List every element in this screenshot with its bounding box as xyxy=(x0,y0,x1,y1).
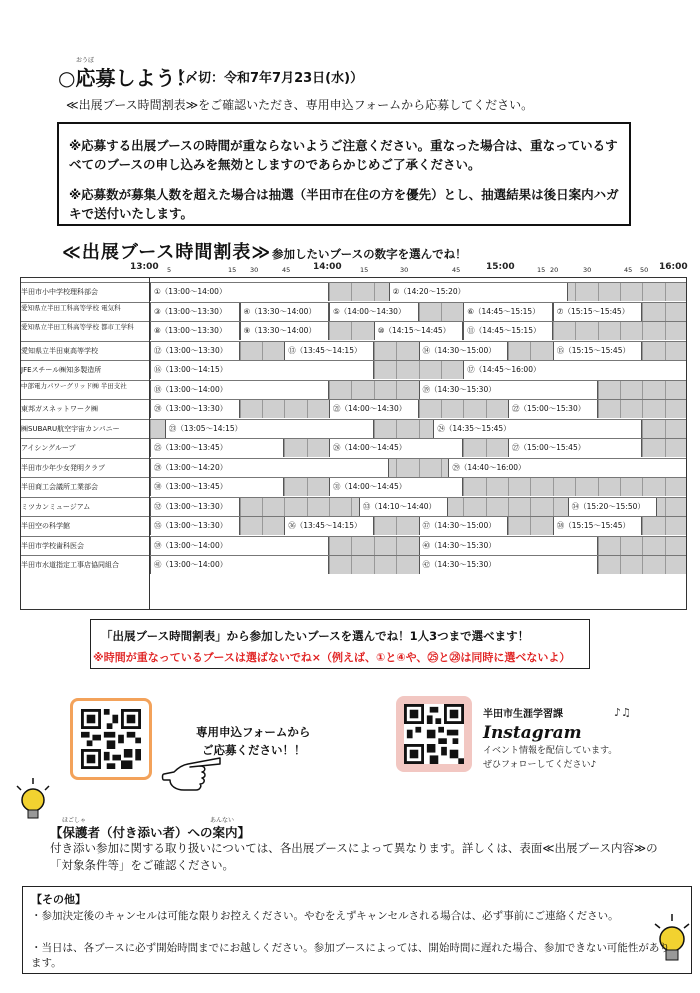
minute-tick: 15 xyxy=(537,266,546,274)
timetable-row xyxy=(20,419,687,438)
booth-slot[interactable]: ㉛（14:00～14:45） xyxy=(329,478,463,496)
timetable-row xyxy=(20,282,687,301)
timetable-row xyxy=(20,516,687,535)
booth-label: 半田市少年少女発明クラブ xyxy=(21,463,105,472)
booth-slot[interactable]: ②（14:20～15:20） xyxy=(389,283,568,301)
minute-tick: 30 xyxy=(400,266,409,274)
timetable-row xyxy=(20,321,687,340)
note-lottery: ※応募数が募集人数を超えた場合は抽選（半田市在住の方を優先）とし、抽選結果は後日案内ハガキで送付いたします。 xyxy=(69,187,619,221)
booth-slot[interactable]: ⑦（15:15～15:45） xyxy=(553,303,643,321)
instagram-org: 半田市生涯学習課 xyxy=(483,709,563,720)
application-qr-code[interactable] xyxy=(70,698,152,780)
timetable-row xyxy=(20,458,687,477)
guardian-ruby: あんない xyxy=(210,817,235,824)
booth-slot[interactable]: ①（13:00～14:00） xyxy=(150,283,329,301)
note-overlap: ※応募する出展ブースの時間が重ならないようご注意ください。重なった場合は、重なっているすべてのブースの申し込みを無効としますのであらかじめご了承ください。 xyxy=(69,138,618,172)
instagram-info xyxy=(483,708,617,772)
booth-slot[interactable]: ⑳（13:00～13:30） xyxy=(150,400,240,418)
booth-label: 半田市小中学校理科部会 xyxy=(21,288,98,296)
booth-label: 愛知県立半田工科高等学校 電気科 xyxy=(21,303,121,312)
booth-slot[interactable]: ㊳（15:15～15:45） xyxy=(553,517,643,535)
timetable-row xyxy=(20,477,687,496)
booth-slot[interactable]: ㉕（13:00～13:45） xyxy=(150,439,284,457)
minute-tick: 45 xyxy=(624,266,633,274)
other-item-cancel: ・参加決定後のキャンセルは可能な限りお控えください。やむをえずキャンセルされる場合は、必ず事前にご連絡ください。 xyxy=(31,910,619,922)
qr-pattern-icon xyxy=(81,709,141,769)
hour-tick: 14:00 xyxy=(313,262,342,272)
booth-slot[interactable]: ㉟（13:00～13:30） xyxy=(150,517,240,535)
timetable-row xyxy=(20,380,687,399)
minute-tick: 30 xyxy=(583,266,592,274)
timetable-subtitle: 参加したいブースの数字を選んでね！ xyxy=(272,247,467,261)
booth-slot[interactable]: ⑪（14:45～15:15） xyxy=(463,322,553,340)
booth-label: ㈱SUBARU航空宇宙カンパニー xyxy=(21,424,120,433)
page-title: ○応募しよう！ xyxy=(58,66,196,90)
booth-slot[interactable]: ⑧（13:00～13:30） xyxy=(150,322,240,340)
time-axis xyxy=(0,262,700,276)
minute-tick: 45 xyxy=(452,266,461,274)
instagram-logo-text: Instagram xyxy=(483,723,582,743)
booth-slot[interactable]: ⑨（13:30～14:00） xyxy=(240,322,330,340)
timetable-title: ≪出展ブース時間割表≫ xyxy=(62,242,272,263)
instagram-qr-code[interactable] xyxy=(396,696,472,772)
booth-slot[interactable]: ⑰（14:45～16:00） xyxy=(463,361,687,379)
booth-slot[interactable]: ㉚（13:00～13:45） xyxy=(150,478,284,496)
timetable-row xyxy=(20,536,687,555)
timetable-grid xyxy=(20,277,687,610)
booth-slot[interactable]: ⑫（13:00～13:30） xyxy=(150,342,240,360)
selection-rules xyxy=(90,619,590,669)
booth-slot[interactable]: ㉝（14:10～14:40） xyxy=(359,498,449,516)
rule-no-overlap: ※時間が重なっているブースは選ばないでね×（例えば、①と④や、㉕と㉘は同時に選べないよ） xyxy=(93,651,571,664)
booth-slot[interactable]: ㊷（14:30～15:30） xyxy=(419,556,598,574)
booth-slot[interactable]: ⑮（15:15～15:45） xyxy=(553,342,643,360)
booth-slot[interactable]: ㊶（13:00～14:00） xyxy=(150,556,329,574)
booth-slot[interactable]: ⑬（13:45～14:15） xyxy=(284,342,374,360)
booth-label: 東邦ガスネットワーク㈱ xyxy=(21,405,98,413)
booth-label: 半田空の科学館 xyxy=(21,522,70,530)
guardian-ruby: ほごしゃ xyxy=(62,817,87,824)
minute-tick: 5 xyxy=(167,266,172,274)
booth-slot[interactable]: ⑥（14:45～15:15） xyxy=(463,303,553,321)
booth-label: 半田市水道指定工事店協同組合 xyxy=(21,561,119,569)
booth-slot[interactable]: ㉙（14:40～16:00） xyxy=(448,459,687,477)
booth-label: 愛知県立半田東高等学校 xyxy=(21,346,98,355)
booth-slot[interactable]: ③（13:00～13:30） xyxy=(150,303,240,321)
booth-label: 愛知県立半田工科高等学校 都市工学科 xyxy=(21,323,134,331)
music-note-icon: ♪♫ xyxy=(614,706,631,719)
booth-label: 半田商工会議所工業部会 xyxy=(21,483,98,491)
booth-slot[interactable]: ㊵（14:30～15:30） xyxy=(419,537,598,555)
hour-tick: 15:00 xyxy=(486,262,515,272)
booth-slot[interactable]: ④（13:30～14:00） xyxy=(240,303,330,321)
booth-slot[interactable]: ㉘（13:00～14:20） xyxy=(150,459,389,477)
notes-box xyxy=(57,122,631,226)
rule-max-three: 「出展ブース時間割表」から参加したいブースを選んでね！1人3つまで選べます！ xyxy=(101,629,530,643)
booth-slot[interactable]: ㊴（13:00～14:00） xyxy=(150,537,329,555)
booth-slot[interactable]: ㉖（14:00～14:45） xyxy=(329,439,463,457)
booth-slot[interactable]: ⑤（14:00～14:30） xyxy=(329,303,419,321)
booth-slot[interactable]: ㉗（15:00～15:45） xyxy=(508,439,642,457)
minute-tick: 50 xyxy=(640,266,649,274)
booth-slot[interactable]: ⑯（13:00～14:15） xyxy=(150,361,374,379)
booth-slot[interactable]: ⑲（14:30～15:30） xyxy=(419,381,598,399)
booth-label: アイシングループ xyxy=(21,444,76,452)
minute-tick: 15 xyxy=(228,266,237,274)
booth-slot[interactable]: ⑱（13:00～14:00） xyxy=(150,381,329,399)
apply-line-2: ご応募ください！！ xyxy=(202,743,306,757)
intro-text: ≪出展ブース時間割表≫をご確認いただき、専用申込フォームから応募してください。 xyxy=(66,98,534,112)
booth-slot[interactable]: ㉒（15:00～15:30） xyxy=(508,400,598,418)
booth-slot[interactable]: ㉓（13:05～14:15） xyxy=(165,420,374,438)
booth-slot[interactable]: ㊱（13:45～14:15） xyxy=(284,517,374,535)
minute-tick: 15 xyxy=(360,266,369,274)
timetable-row xyxy=(20,399,687,418)
minute-tick: 20 xyxy=(550,266,559,274)
booth-slot[interactable]: ㉑（14:00～14:30） xyxy=(329,400,419,418)
pointing-hand-icon xyxy=(160,750,222,794)
timetable-row xyxy=(20,438,687,457)
apply-line-1: 専用申込フォームから xyxy=(196,725,311,739)
other-item-arrival: ・当日は、各ブースに必ず開始時間までにお越しください。参加ブースによっては、開始時間に遅れた場合、参加できない可能性があります。 xyxy=(31,942,670,969)
lightbulb-icon xyxy=(8,776,58,826)
deadline: （〆切：令和7年7月23日(水)） xyxy=(172,71,364,86)
booth-slot[interactable]: ㉔（14:35～15:45） xyxy=(433,420,642,438)
hour-tick: 13:00 xyxy=(130,262,159,272)
timetable-row xyxy=(20,555,687,574)
instagram-line-2: ぜひフォローしてください♪ xyxy=(483,760,597,770)
instagram-line-1: イベント情報を配信しています。 xyxy=(483,746,618,756)
booth-slot[interactable]: ㉞（15:20～15:50） xyxy=(568,498,658,516)
other-notes-box xyxy=(22,886,692,974)
booth-label: 中部電力パワーグリッド㈱ 半田支社 xyxy=(21,381,127,390)
booth-label: JFEスチール㈱知多製造所 xyxy=(21,366,102,374)
minute-tick: 45 xyxy=(282,266,291,274)
guardian-title: 【保護者（付き添い者）への案内】 xyxy=(50,825,251,840)
booth-slot[interactable]: ⑭（14:30～15:00） xyxy=(419,342,509,360)
timetable-row xyxy=(20,341,687,360)
title-ruby: おうぼ xyxy=(76,57,95,64)
timetable-row xyxy=(20,302,687,321)
minute-tick: 30 xyxy=(250,266,259,274)
booth-label: 半田市学校歯科医会 xyxy=(21,541,84,550)
guardian-body: 付き添い参加に関する取り扱いについては、各出展ブースによって異なります。詳しくは、表面≪出展ブース内容≫の「対象条件等」をご確認ください。 xyxy=(50,841,658,872)
booth-slot[interactable]: ㊲（14:30～15:00） xyxy=(419,517,509,535)
timetable-row xyxy=(20,497,687,516)
booth-slot[interactable]: ⑩（14:15～14:45） xyxy=(374,322,464,340)
qr-pattern-icon xyxy=(404,704,464,764)
booth-label: ミツカンミュージアム xyxy=(21,502,91,511)
booth-slot[interactable]: ㉜（13:00～13:30） xyxy=(150,498,240,516)
timetable-row xyxy=(20,360,687,379)
other-title: 【その他】 xyxy=(31,893,86,906)
hour-tick: 16:00 xyxy=(659,262,688,272)
